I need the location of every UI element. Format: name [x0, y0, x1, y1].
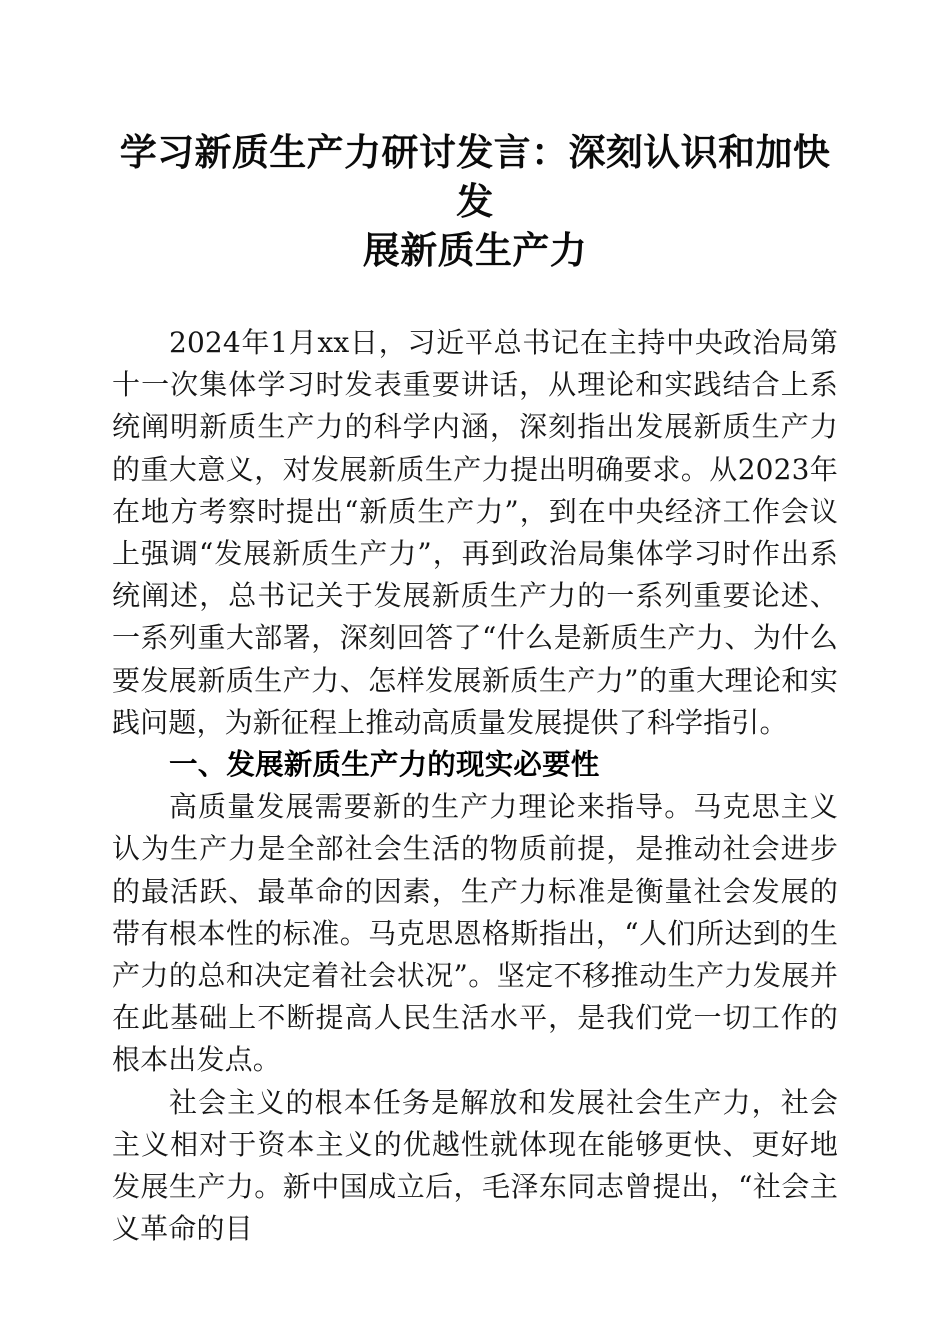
- document-content-column: [112, 0, 838, 1250]
- section-heading-1: 一、发展新质生产力的现实必要性: [169, 749, 600, 782]
- page-title-line-2: 展新质生产力: [362, 231, 588, 272]
- section1-paragraph-2: 社会主义的根本任务是解放和发展社会生产力，社会主义相对于资本主义的优越性就体现在能够更快、更好地发展生产力。新中国成立后，毛泽东同志曾提出，“社会主义革命的目: [112, 1085, 838, 1246]
- document-body: [112, 276, 838, 1250]
- page-title: [112, 0, 838, 276]
- page-title-line-1: 学习新质生产力研讨发言：深刻认识和加快发: [119, 133, 831, 223]
- intro-paragraph: 2024年1月xx日，习近平总书记在主持中央政治局第十一次集体学习时发表重要讲话，从理论和实践结合上系统阐明新质生产力的科学内涵，深刻指出发展新质生产力的重大意义，对发展新质生产力提出明确要求。从2023年在地方考察时提出“新质生产力”，到在中央经济工作会议上强调“发展新质生产力”，再到政治局集体学习时作出系统阐述，总书记关于发展新质生产力的一系列重要论述、一系列重大部署，深刻回答了“什么是新质生产力、为什么要发展新质生产力、怎样发展新质生产力”的重大理论和实践问题，为新征程上推动高质量发展提供了科学指引。: [112, 326, 838, 739]
- section1-paragraph-1: 高质量发展需要新的生产力理论来指导。马克思主义认为生产力是全部社会生活的物质前提，是推动社会进步的最活跃、最革命的因素，生产力标准是衡量社会发展的带有根本性的标准。马克思恩格斯指出，“人们所达到的生产力的总和决定着社会状况”。坚定不移推动生产力发展并在此基础上不断提高人民生活水平，是我们党一切工作的根本出发点。: [112, 790, 838, 1077]
